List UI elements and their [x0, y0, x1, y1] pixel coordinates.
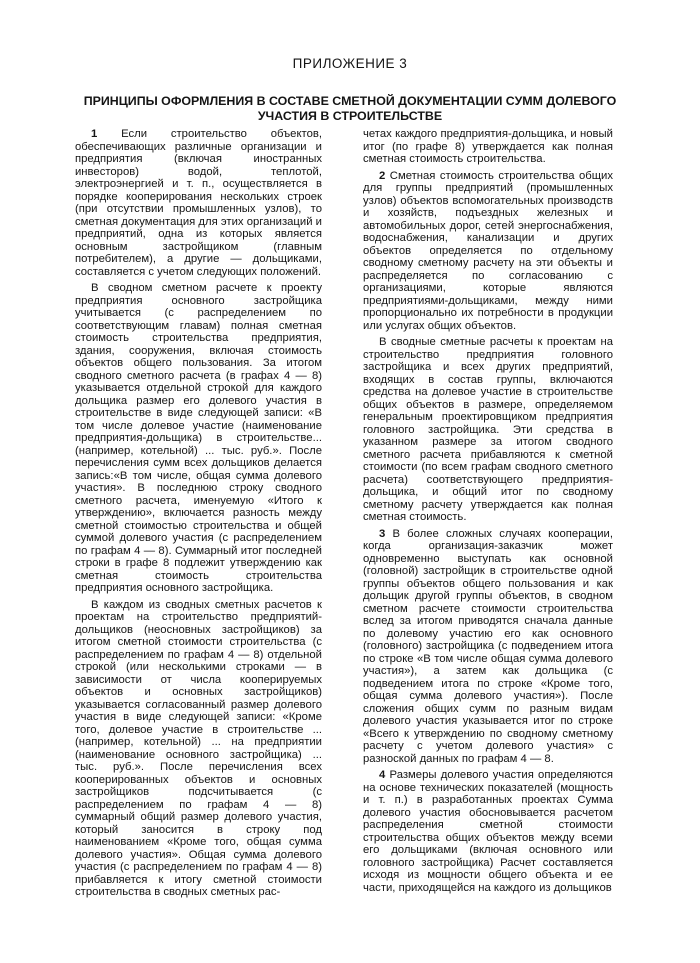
- left-column: [75, 128, 322, 899]
- paragraph-number-4: 4: [379, 769, 386, 781]
- paragraph-3-text: В более сложных случаях кооперации, когда организация-заказчик может одновременно выступать как основной (головной) застройщик в строительстве одной группы объектов общего пользования и как дольщик другой группы объектов, в сводном сметном расчете стоимости строительства вслед за итогом приводятся сначала данные по долевому участию его как основного (головного) застройщика (с подведением итога по строке «В том числе общая сумма долевого участия»), а затем как дольщика (с подведением итога по строке «Кроме того, общая сумма долевого участия»). После сложения общих сумм по разным видам долевого участия указывается итог по строке «Всего к утверждению по сводному сметному расчету с учетом долевого участия» с разноской данных по графам 4 — 8.: [363, 527, 613, 765]
- paragraph-1-continuation: четах каждого предприятия-дольщика, и новый итог (по графе 8) утверждается как полная сметная стоимость строительства.: [363, 128, 613, 165]
- paragraph-1-shareholder-calc: В каждом из сводных сметных расчетов к проектам на строительство предприятий-дольщиков (неосновных застройщиков) за итогом сметной стоимости строительства (с распределением по графам 4 — 8) отдельной строкой (или несколькими строками — в зависимости от числа кооперируемых объектов и основных застройщиков) указывается согласованный размер долевого участия в виде следующей записи: «Кроме того, долевое участие в строительстве ... (например, котельной) ... на предприятии (наименование основного застройщика) ... тыс. руб.». После перечисления всех кооперированных объектов и основных застройщиков подсчитывается (с распределением по графам 4 — 8) суммарный общий размер долевого участия, который заносится в строку под наименованием «Кроме того, общая сумма долевого участия». Общая сумма долевого участия (с распределением по графам 4 — 8) прибавляется к итогу сметной стоимости строительства в сводных сметных рас-: [75, 598, 322, 898]
- page-title: ПРИНЦИПЫ ОФОРМЛЕНИЯ В СОСТАВЕ СМЕТНОЙ ДОКУМЕНТАЦИИ СУММ ДОЛЕВОГО УЧАСТИЯ В СТРОИТЕЛЬСТВЕ: [83, 94, 617, 123]
- paragraph-number-2: 2: [379, 169, 386, 182]
- paragraph-1-text: Если строительство объектов, обеспечивающих различные организации и предприятия (включая иностранных инвесторов) водой, теплотой, электроэнергией и т. п., осуществляется в порядке кооперирования нескольких строек (при отсутствии промышленных узлов), то сметная документация для этих организаций и предприятий, одна из которых является основным застройщиком (главным потребителем), а другие — дольщиками, составляется с учетом следующих положений.: [75, 128, 323, 278]
- paragraph-number-1: 1: [91, 128, 98, 140]
- appendix-label: ПРИЛОЖЕНИЕ 3: [292, 56, 408, 71]
- paragraph-number-3: 3: [379, 527, 386, 540]
- paragraph-1: [75, 128, 322, 278]
- paragraph-1-summary-calc: В сводном сметном расчете к проекту предприятия основного застройщика учитывается (с распределением по соответствующим главам) полная сметная стоимость строительства предприятия, здания, сооружения, включая стоимость объектов общего пользования. За итогом сводного сметного расчета (в графах 4 — 8) указывается отдельной строкой для каждого дольщика размер его долевого участия в строительстве в виде следующей записи: «В том числе долевое участие (наименование предприятия-дольщика) в строительстве... (например, котельной) ... тыс. руб.». После перечисления сумм всех дольщиков делается запись:«В том числе, общая сумма долевого участия». В последнюю строку сводного сметного расчета, именуемую «Итого к утверждению», включается разность между сметной стоимостью строительства и общей суммой долевого участия (с распределением по графам 4 — 8). Суммарный итог последней строки в графе 8 подлежит утверждению как сметная стоимость строительства предприятия основного застройщика.: [75, 282, 322, 594]
- right-column: [363, 128, 613, 894]
- paragraph-2: [363, 170, 613, 333]
- paragraph-2-continued: В сводные сметные расчеты к проектам на строительство предприятия головного застройщика и всех других предприятий, входящих в состав группы, включаются средства на долевое участие в строительстве общих объектов в размере, определяемом генеральным проектировщиком предприятия головного застройщика. Эти средства в указанном размере за итогом сводного сметного расчета прибавляются к сметной стоимости (по всем графам сводного сметного расчета) соответствующего предприятия-дольщика, и общий итог по сводному сметному расчету утверждается как полная сметная стоимость.: [363, 336, 613, 523]
- paragraph-4: [363, 769, 613, 894]
- paragraph-4-text: Размеры долевого участия определяются на основе технических показателей (мощность и т. п.) в разработанных проектах Сумма долевого участия обосновывается расчетом распределения сметной стоимости строительства общих объектов между всеми его дольщиками (включая основного или головного застройщика) Расчет составляется исходя из мощности общего объекта и ее части, приходящейся на каждого из дольщиков: [363, 769, 613, 894]
- paragraph-2-text: Сметная стоимость строительства общих для группы предприятий (промышленных узлов) объектов вспомогательных производств и хозяйств, подъездных железных и автомобильных дорог, сетей энергоснабжения, водоснабжения, канализации и других объектов определяется по отдельному сводному сметному расчету на эти объекты и распределяется по согласованию с организациями, которые являются предприятиями-дольщиками, между ними пропорционально их потребности в продукции или услугах общих объектов.: [363, 169, 614, 332]
- paragraph-3: [363, 528, 613, 766]
